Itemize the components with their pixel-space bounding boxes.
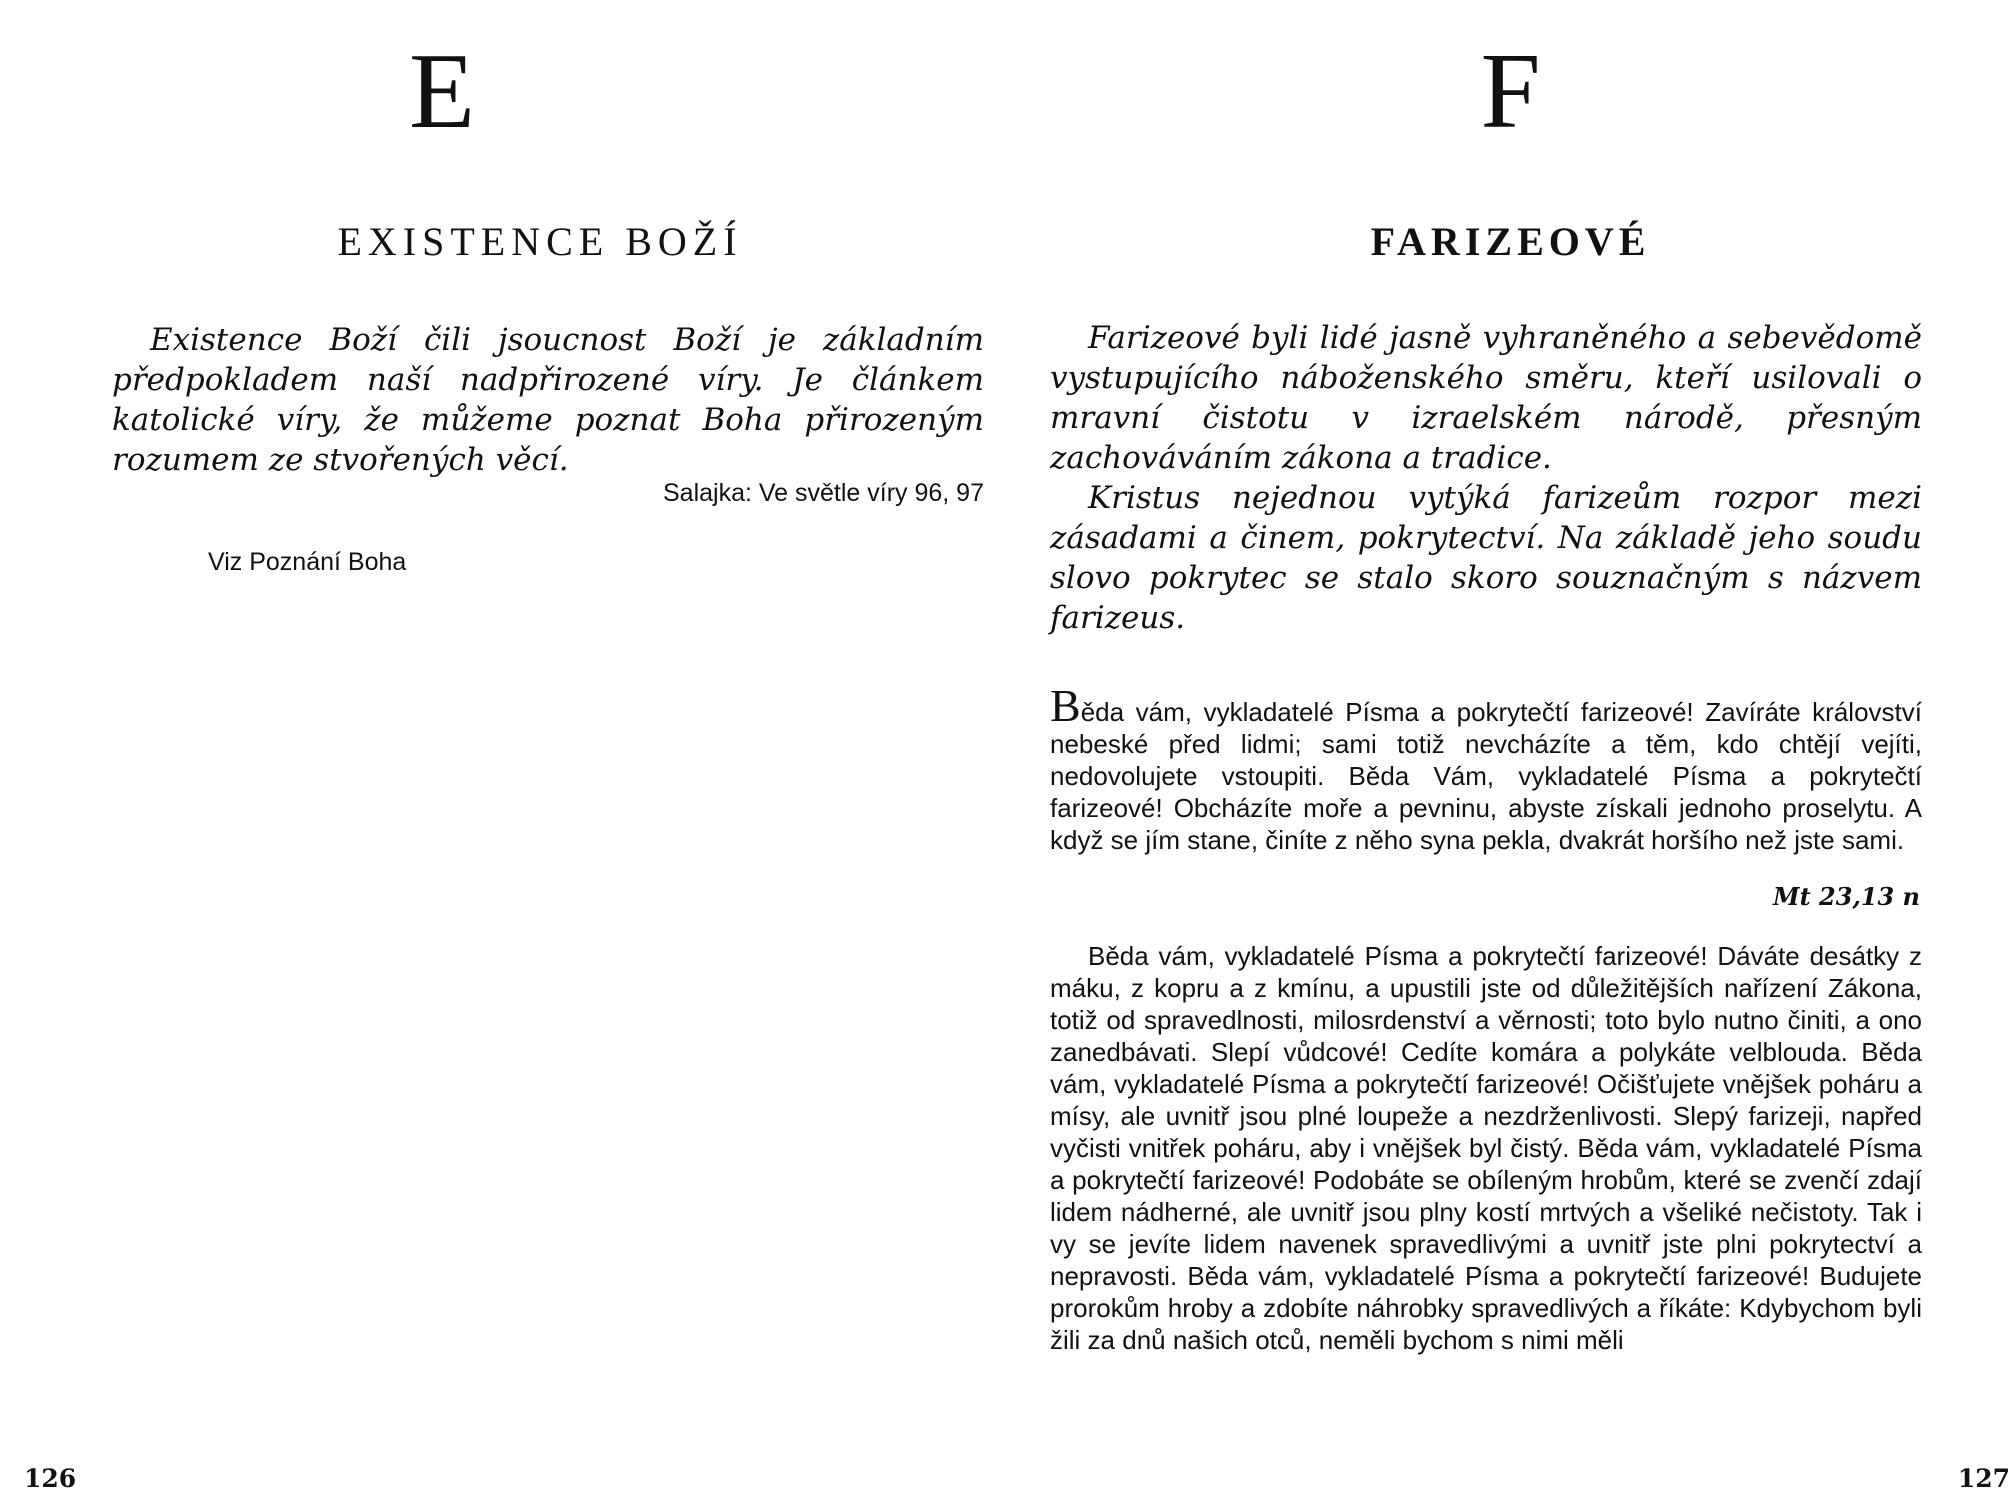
entry-heading: EXISTENCE BOŽÍ: [337, 219, 743, 264]
quote-text: ěda vám, vykladatelé Písma a pokrytečtí farizeové! Zavíráte království nebeské před lidmi; sami totiž nevcházíte a těm, kdo chtějí vejíti, nedovolujete vstoupiti. Běda Vám, vykladatelé Písma a pokrytečtí farizeové! Obcházíte moře a pevninu, abyste získali jednoho proselytu. A když se jím stane, činíte z něho syna pekla, dvakrát horšího než jste sami.: [1050, 697, 1922, 855]
scripture-quote: Běda vám, vykladatelé Písma a pokrytečtí farizeové! Dáváte desátky z máku, z kopru a z kmínu, a upustili jste od důležitějších nařízení Zákona, totiž od spravedlnosti, milosrdenství a věrnosti; toto bylo nutno činiti, a ono zanedbávati. Slepí vůdcové! Cedíte komára a polykáte velblouda. Běda vám, vykladatelé Písma a pokrytečtí farizeové! Očišťujete vnějšek poháru a mísy, ale uvnitř jsou plné loupeže a nezdrženlivosti. Slepý farizeji, napřed vyčisti vnitřek poháru, aby i vnějšek byl čistý. Běda vám, vykladatelé Písma a pokrytečtí farizeové! Podobáte se obíleným hrobům, které se zvenčí zdají lidem nádherné, ale uvnitř jsou plny kostí mrtvých a všeliké nečistoty. Tak i vy se jevíte lidem navenek spravedlivými a uvnitř jste plni pokrytectví a nepravosti. Běda vám, vykladatelé Písma a pokrytečtí farizeové! Budujete prorokům hroby a zdobíte náhrobky spravedlivých a říkáte: Kdybychom byli žili za dnů našich otců, neměli bychom s nimi měli: [1050, 941, 1922, 1355]
right-page: [1007, 0, 2014, 1501]
scripture-reference: Mt 23,13 n: [1773, 882, 1920, 911]
definition-paragraph: Kristus nejednou vytýká farizeům rozpor mezi zásadami a činem, pokrytectví. Na základě jeho soudu slovo pokrytec se stalo skoro souznačným s názvem farizeus.: [1050, 480, 1922, 636]
page-number: 126: [24, 1464, 77, 1493]
section-letter: F: [1480, 32, 1541, 151]
citation: Salajka: Ve světle víry 96, 97: [662, 479, 984, 507]
entry-definition: [1050, 318, 1922, 638]
definition-paragraph: Farizeové byli lidé jasně vyhraněného a sebevědomě vystupujícího náboženského směru, kteří usilovali o mravní čistotu v izraelském národě, přesným zachováváním zákona a tradice.: [1050, 320, 1922, 476]
section-letter: E: [409, 32, 475, 151]
drop-cap: B: [1050, 680, 1081, 731]
entry-definition: [112, 320, 984, 480]
page-number: 127: [1957, 1464, 2010, 1493]
scripture-quote: [1050, 680, 1922, 856]
see-also-reference: Viz Poznání Boha: [208, 548, 407, 576]
definition-paragraph: Existence Boží čili jsoucnost Boží je základním předpokladem naší nadpřirozené víry. Je článkem katolické víry, že můžeme poznat Boha přirozeným rozumem ze stvořených věcí.: [112, 322, 984, 478]
entry-heading: FARIZEOVÉ: [1370, 219, 1651, 264]
